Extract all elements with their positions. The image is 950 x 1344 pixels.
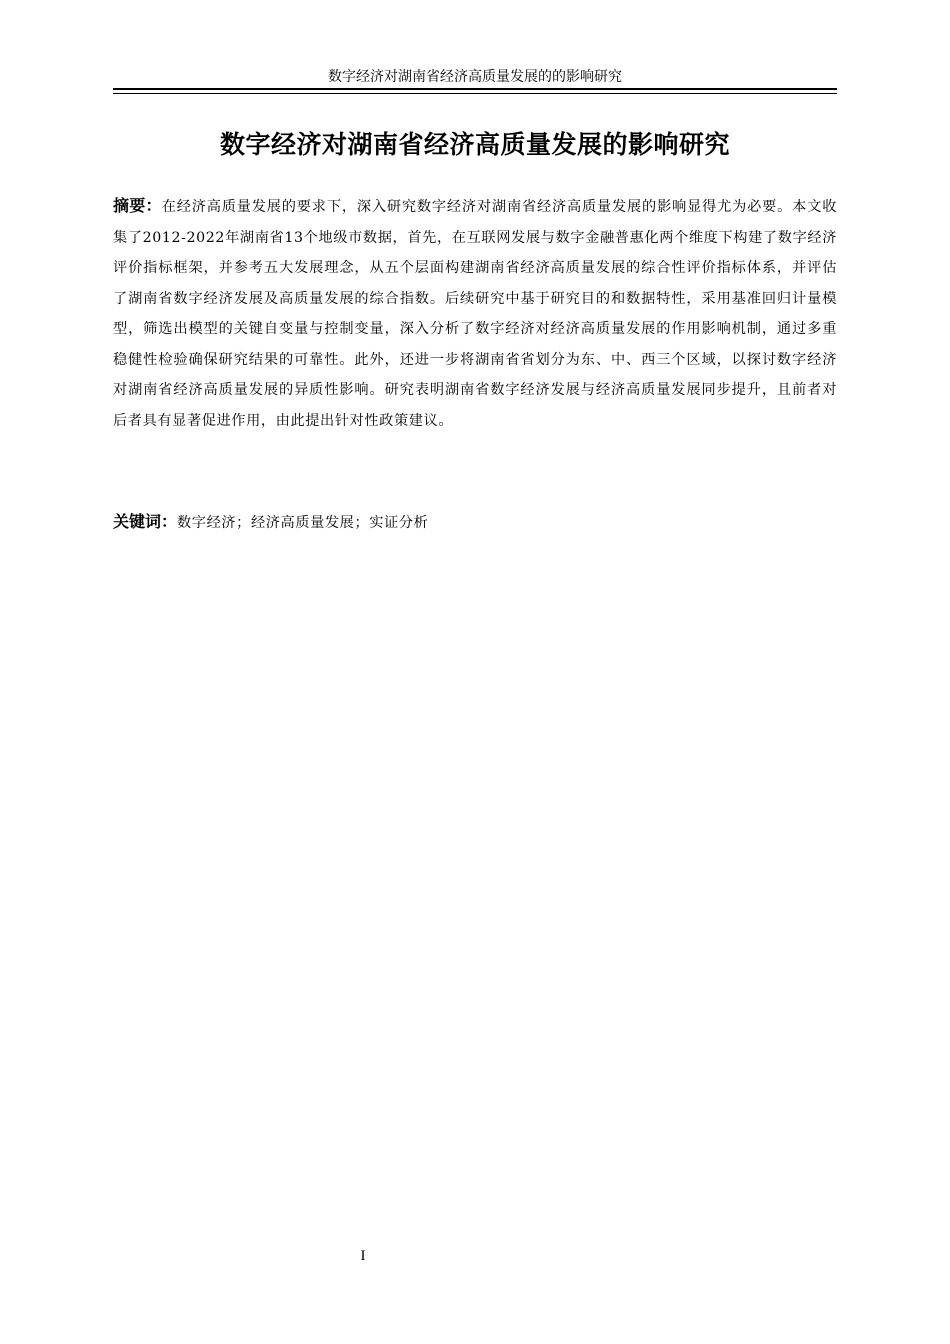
keywords-label: 关键词： [113,512,178,531]
abstract-text: 在经济高质量发展的要求下，深入研究数字经济对湖南省经济高质量发展的影响显得尤为必要。本文收集了2012-2022年湖南省13个地级市数据，首先，在互联网发展与数字金融普惠化两个维度下构建了数字经济评价指标框架，并参考五大发展理念，从五个层面构建湖南省经济高质量发展的综合性评价指标体系，并评估了湖南省数字经济发展及高质量发展的综合指数。后续研究中基于研究目的和数据特性，采用基准回归计量模型，筛选出模型的关键自变量与控制变量，深入分析了数字经济对经济高质量发展的作用影响机制，通过多重稳健性检验确保研究结果的可靠性。此外，还进一步将湖南省省划分为东、中、西三个区域，以探讨数字经济对湖南省经济高质量发展的异质性影响。研究表明湖南省数字经济发展与经济高质量发展同步提升，且前者对后者具有显著促进作用，由此提出针对性政策建议。 [113,199,837,429]
page-number: I [360,1248,366,1264]
abstract-paragraph [113,191,837,436]
keywords-line [113,507,837,538]
header-rule-thin [113,93,837,94]
keywords-text: 数字经济；经济高质量发展；实证分析 [177,515,429,531]
running-header: 数字经济对湖南省经济高质量发展的的影响研究 [328,69,622,85]
document-title: 数字经济对湖南省经济高质量发展的影响研究 [219,130,730,159]
header-rule [113,88,837,90]
abstract-label: 摘要： [113,196,162,215]
